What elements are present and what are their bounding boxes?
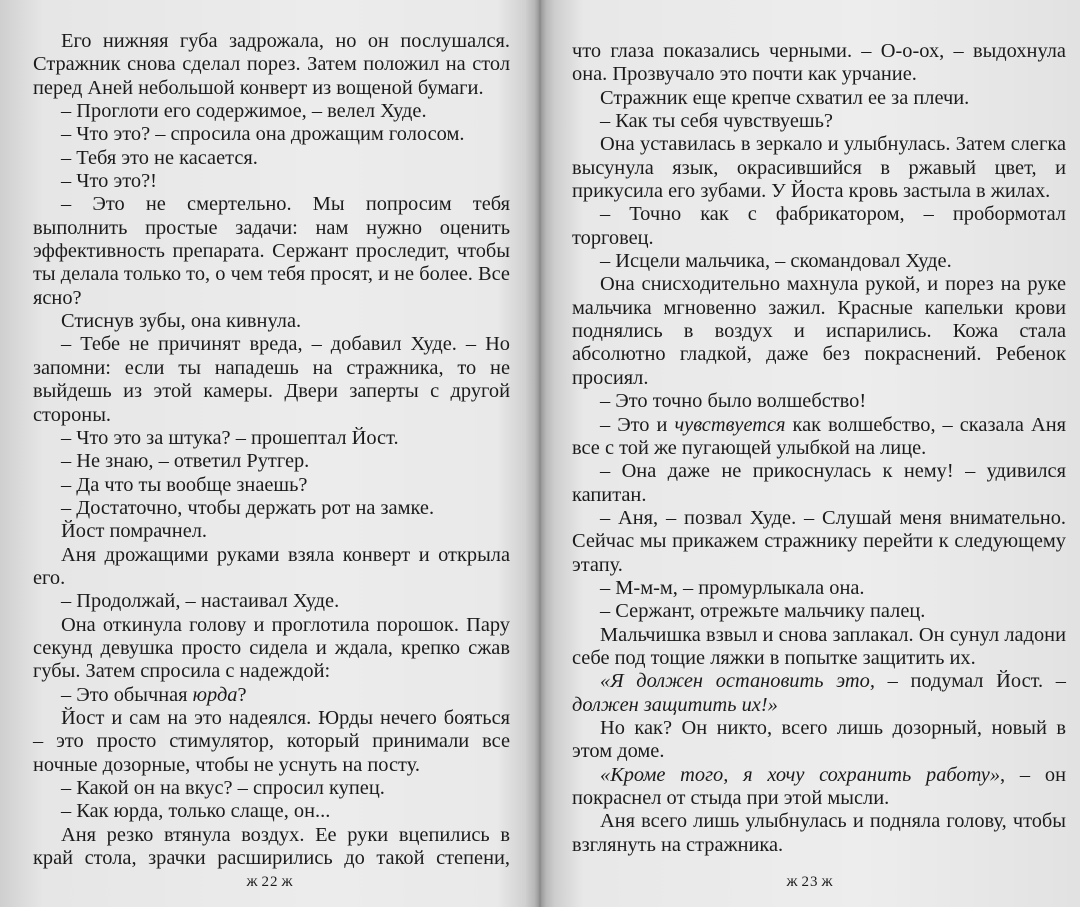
- right-page-text: [572, 40, 1066, 857]
- text-run: – подумал Йост. –: [874, 670, 1066, 693]
- paragraph: – Что это за штука? – прошептал Йост.: [61, 426, 399, 449]
- paragraph: Она уставилась в зеркало и улыбнулась. Затем слегка высунула язык, окрасившийся в ржавый цвет, и прикусила его зубами. У Йоста кровь застыла в жилах.: [572, 133, 1066, 203]
- paragraph: – Сержант, отрежьте мальчику палец.: [600, 600, 926, 623]
- text-run: , – он покраснел от стыда при этой мысли.: [572, 763, 1066, 809]
- ornament-icon: ж: [821, 873, 834, 890]
- paragraph: – Проглоти его содержимое, – велел Худе.: [61, 100, 427, 123]
- text-run: – Это и: [600, 413, 675, 436]
- paragraph: Йост и сам на это надеялся. Юрды нечего бояться – это просто стимулятор, который принимали все ночные дозорные, чтобы не уснуть на посту.: [33, 706, 510, 776]
- emphasis-text: должен защитить их!»: [572, 693, 778, 716]
- text-run: – Это обычная: [61, 683, 193, 706]
- paragraph: – Аня, – позвал Худе. – Слушай меня внимательно. Сейчас мы прикажем стражнику перейти к следующему этапу.: [572, 506, 1066, 576]
- paragraph: [572, 670, 1066, 717]
- paragraph: Мальчишка взвыл и снова заплакал. Он сунул ладони себе под тощие ляжки в попытке защитить их.: [572, 623, 1066, 669]
- paragraph: [572, 414, 1066, 461]
- paragraph: – Продолжай, – настаивал Худе.: [61, 590, 340, 613]
- paragraph: – Как ты себя чувствуешь?: [600, 110, 833, 133]
- page-number: 22: [261, 874, 279, 890]
- paragraph: – Да что ты вообще знаешь?: [61, 473, 308, 496]
- paragraph: – Что это?!: [61, 170, 157, 193]
- paragraph: Йост помрачнел.: [61, 520, 208, 543]
- emphasis-text: юрда: [192, 683, 238, 706]
- paragraph: – Не знаю, – ответил Рутгер.: [61, 450, 310, 473]
- paragraph: – Исцели мальчика, – скомандовал Худе.: [600, 250, 952, 273]
- paragraph: – Какой он на вкус? – спросил купец.: [61, 777, 385, 799]
- paragraph: – Точно как с фабрикатором, – пробормотал торговец.: [572, 203, 1066, 249]
- paragraph: Аня дрожащими руками взяла конверт и открыла его.: [33, 543, 510, 589]
- paragraph: – Достаточно, чтобы держать рот на замке.: [61, 496, 435, 519]
- paragraph: Стражник еще крепче схватил ее за плечи.: [600, 86, 970, 109]
- paragraph: – Это точно было волшебство!: [600, 390, 867, 413]
- left-page-text: [33, 30, 510, 870]
- page-number-right: [540, 873, 1080, 891]
- paragraph: [572, 764, 1066, 811]
- paragraph: – Тебя это не касается.: [61, 146, 258, 169]
- emphasis-text: «Кроме того, я хочу сохранить работу»: [600, 763, 1001, 786]
- paragraph: [33, 684, 510, 707]
- ornament-icon: ж: [786, 873, 799, 890]
- paragraph: Она откинула голову и проглотила порошок. Пару секунд девушка просто сидела и ждала, крепко сжав губы. Затем спросила с надеждой:: [33, 613, 510, 683]
- ornament-icon: ж: [281, 873, 294, 890]
- right-page: [540, 0, 1080, 907]
- paragraph: Аня резко втянула воздух. Ее руки вцепились в край стола, зрачки расширились до такой степени,: [33, 823, 510, 870]
- page-number: 23: [801, 874, 819, 890]
- paragraph: Его нижняя губа задрожала, но он послушался. Стражник снова сделал порез. Затем положил на стол перед Аней небольшой конверт из вощеной бумаги.: [33, 30, 510, 99]
- paragraph: – Это не смертельно. Мы попросим тебя выполнить простые задачи: нам нужно оценить эффективность препарата. Сержант проследит, чтобы ты делала только то, о чем тебя просят, и не более. Все ясно?: [33, 193, 510, 309]
- text-run: ?: [237, 683, 247, 706]
- paragraph: Стиснув зубы, она кивнула.: [61, 310, 302, 333]
- paragraph: – Что это? – спросила она дрожащим голосом.: [61, 123, 465, 146]
- paragraph: что глаза показались черными. – О-о-ох, – выдохнула она. Прозвучало это почти как урчание.: [572, 40, 1066, 86]
- paragraph: – Она даже не прикоснулась к нему! – удивился капитан.: [572, 460, 1066, 506]
- ornament-icon: ж: [246, 873, 259, 890]
- page-number-left: [0, 873, 540, 891]
- paragraph: – М-м-м, – промурлыкала она.: [600, 576, 865, 599]
- paragraph: – Как юрда, только слаще, он...: [61, 800, 331, 823]
- paragraph: Аня всего лишь улыбнулась и подняла голову, чтобы взглянуть на стражника.: [572, 810, 1066, 856]
- emphasis-text: «Я должен остановить это,: [600, 670, 875, 693]
- paragraph: – Тебе не причинят вреда, – добавил Худе. – Но запомни: если ты нападешь на стражника, то не выйдешь из этой камеры. Двери заперты с другой стороны.: [33, 333, 510, 426]
- paragraph: Но как? Он никто, всего лишь дозорный, новый в этом доме.: [572, 716, 1066, 763]
- paragraph: Она снисходительно махнула рукой, и порез на руке мальчика мгновенно зажил. Красные капельки крови поднялись в воздух и испарились. Кожа стала абсолютно гладкой, даже без покраснений. Ребенок просиял.: [572, 273, 1066, 389]
- emphasis-text: чувствуется: [674, 413, 786, 436]
- text-run: как волшебство, – сказала Аня все с той же пугающей улыбкой на лице.: [572, 413, 1066, 459]
